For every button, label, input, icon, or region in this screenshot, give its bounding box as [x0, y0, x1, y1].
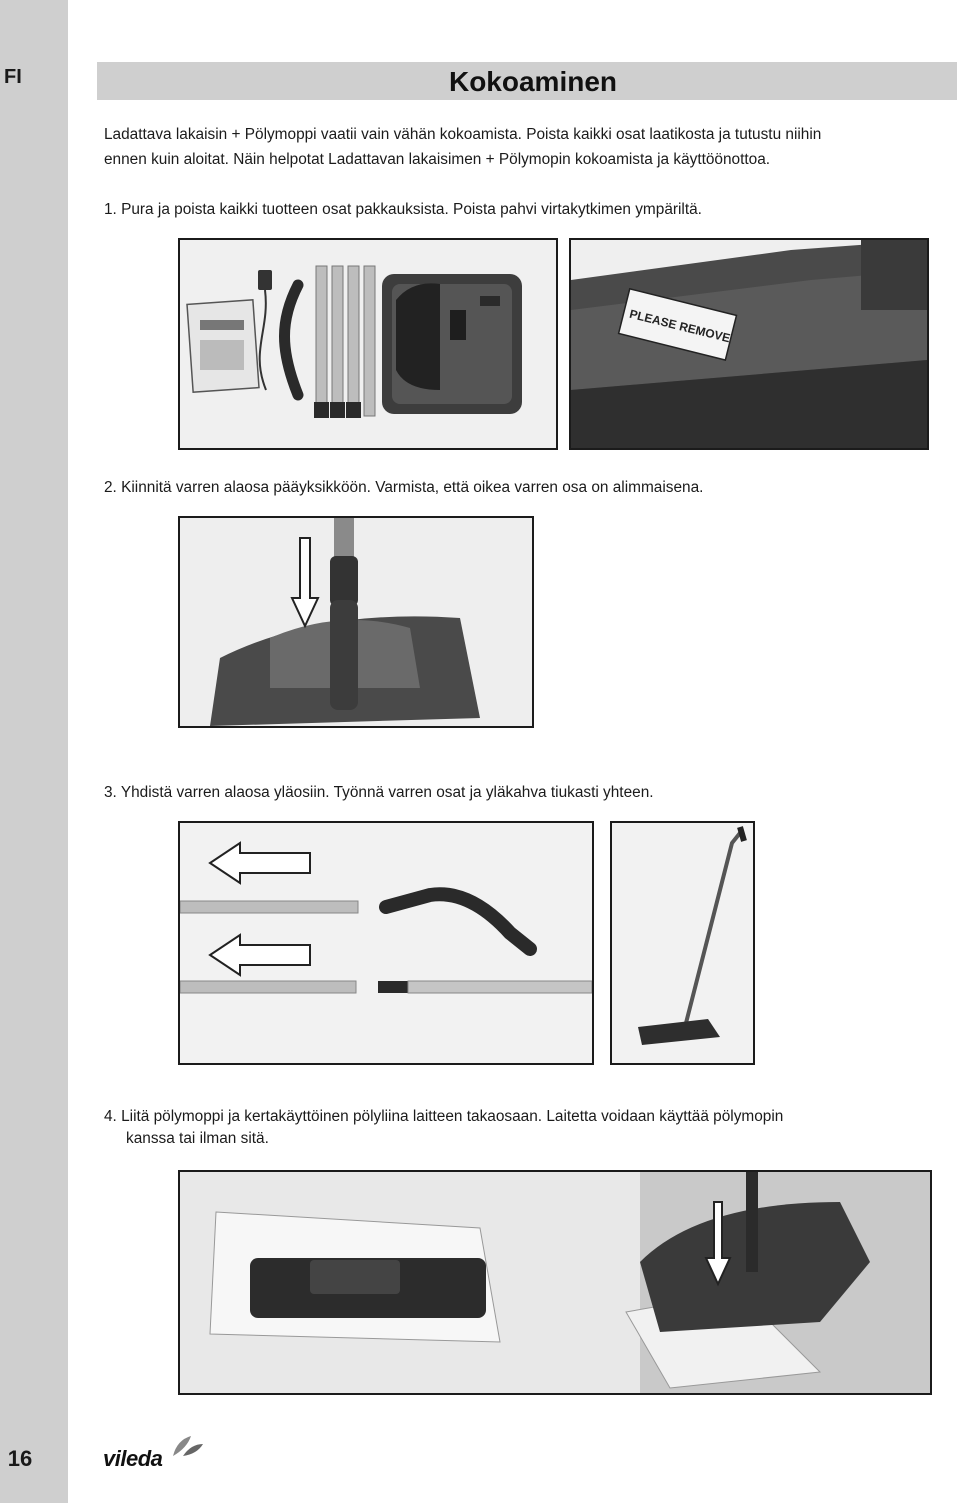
sidebar-strip: [0, 0, 68, 1503]
page-title: Kokoaminen: [448, 66, 617, 97]
page-number: 16: [7, 1446, 33, 1471]
step-4-text-line-1: 4. Liitä pölymoppi ja kertakäyttöinen pölyliina laitteen takaosaan. Laitetta voidaan käyttää pölymopin: [104, 1108, 784, 1125]
vileda-logo: [103, 1432, 213, 1474]
intro-line-1: Ladattava lakaisin + Pölymoppi vaatii vain vähän kokoamista. Poista kaikki osat laatikosta ja tutustu niihin: [104, 126, 822, 143]
photo-attach-pole: [178, 516, 534, 728]
leaf-logo-icon: [169, 1434, 205, 1460]
step-4-text-line-2: kanssa tai ilman sitä.: [126, 1130, 269, 1147]
photo-assembled-sweeper: [610, 821, 755, 1065]
header-bar: [97, 62, 957, 100]
step-3-text: 3. Yhdistä varren alaosa yläosiin. Työnnä varren osat ja yläkahva tiukasti yhteen.: [104, 784, 654, 801]
intro-line-2: ennen kuin aloitat. Näin helpotat Ladattavan lakaisimen + Pölymopin kokoamista ja käyttöönottoa.: [104, 151, 771, 168]
photo-parts-overview: [178, 238, 558, 450]
photo-connect-poles: [178, 821, 594, 1065]
step-2-text: 2. Kiinnitä varren alaosa pääyksikköön. Varmista, että oikea varren osa on alimmaisena.: [104, 479, 704, 496]
photo-dust-mop: [178, 1170, 932, 1395]
tag-label: PLEASE REMOVE: [628, 306, 732, 346]
pole-connector: [330, 556, 358, 606]
step-1-text: 1. Pura ja poista kaikki tuotteen osat pakkauksista. Poista pahvi virtakytkimen ympäriltä.: [104, 201, 702, 218]
sweeper-base: [382, 274, 522, 414]
charger-plug: [258, 270, 272, 290]
photo-switch-tag: [569, 238, 929, 450]
base-socket: [330, 600, 358, 710]
logo-text: vileda: [103, 1446, 163, 1471]
language-tag: FI: [4, 66, 22, 88]
